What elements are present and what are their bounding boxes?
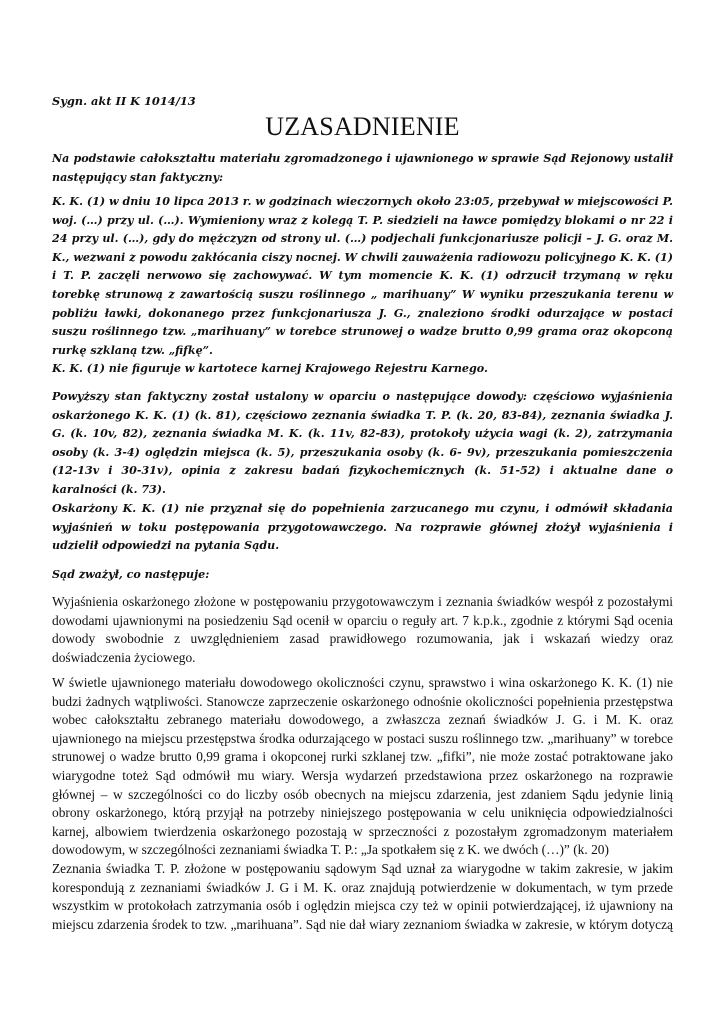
facts-paragraph: K. K. (1) w dniu 10 lipca 2013 r. w godzinach wieczornych około 23:05, przebywał w miejscowości P. woj. (…) przy ul. (…). Wymieniony wraz z kolegą T. P. siedzieli na ławce pomiędzy blokami o nr 22 i 24 przy ul. (…), gdy do mężczyzn od strony ul. (…) podjechali funkcjonariusze policji – J. G. oraz M. K., wezwani z powodu zakłócania ciszy nocnej. W chwili zauważenia radiowozu policyjnego K. K. (1) i T. P. zaczęli nerwowo się zachowywać. W tym momencie K. K. (1) odrzucił trzymaną w ręku torebkę strunową z zawartością suszu roślinnego „ marihuany” W wyniku przeszukania terenu w pobliżu ławki, dokonanego przez funkcjonariusza J. G., znaleziono środki odurzające w postaci suszu roślinnego tzw. „marihuany” w torebce strunowej o wadze brutto 0,99 grama oraz okopconą rurkę szklaną tzw. „fifkę”. bbox=[52, 195, 673, 357]
defendant-paragraph: Oskarżony K. K. (1) nie przyznał się do popełnienia zarzucanego mu czynu, i odmówił składania wyjaśnień w toku postępowania przygotowawczego. Na rozprawie głównej złożył wyjaśnienia i udzielił odpowiedzi na pytania Sądu. bbox=[52, 502, 673, 553]
document-title: UZASADNIENIE bbox=[265, 112, 460, 141]
court-considerations-heading: Sąd zważył, co następuje: bbox=[52, 568, 210, 581]
evidence-paragraph: Powyższy stan faktyczny został ustalony w oparciu o następujące dowody: częściowo wyjaśnienia oskarżonego K. K. (1) (k. 81), częściowo zeznania świadka T. P. (k. 20, 83-84), zeznania świadka J. G. (k. 10v, 82), zeznania świadka M. K. (k. 11v, 82-83), protokoły użycia wagi (k. 2), zatrzymania osoby (k. 3-4) oględzin miejsca (k. 5), przeszukania osoby (k. 6- 9v), przeszukania pomieszczenia (12-13v i 30-31v), opinia z zakresu badań fizykochemicznych (k. 51-52) i aktualne dane o karalności (k. 73). bbox=[52, 390, 673, 496]
assessment-paragraph-1: Wyjaśnienia oskarżonego złożone w postępowaniu przygotowawczym i zeznania świadków wespół z pozostałymi dowodami ujawnionymi na posiedzeniu Sąd ocenił w oparciu o reguły art. 7 k.p.k., zgodnie z którymi Sąd ocenia dowody swobodnie z uwzględnieniem zasad prawidłowego rozumowania, jak i wskazań wiedzy oraz doświadczenia życiowego. bbox=[52, 594, 673, 665]
case-signature: Sygn. akt II K 1014/13 bbox=[52, 94, 196, 108]
intro-paragraph: Na podstawie całokształtu materiału zgromadzonego i ujawnionego w sprawie Sąd Rejonowy ustalił następujący stan faktyczny: bbox=[52, 152, 673, 184]
criminal-record-paragraph: K. K. (1) nie figuruje w kartotece karnej Krajowego Rejestru Karnego. bbox=[52, 362, 488, 375]
assessment-paragraph-3: Zeznania świadka T. P. złożone w postępowaniu sądowym Sąd uznał za wiarygodne w takim zakresie, w jakim korespondują z zeznaniami świadków J. G i M. K. oraz znajdują potwierdzenie w dokumentach, w tym przede wszystkim w protokołach zatrzymania osób i oględzin miejsca czy też w opinii potwierdzającej, iż ujawniony na miejscu zdarzenia środek to tzw. „marihuana”. Sąd nie dał wiary zeznaniom świadka w zakresie, w którym dotyczą bbox=[52, 861, 673, 932]
assessment-paragraph-2: W świetle ujawnionego materiału dowodowego okoliczności czynu, sprawstwo i wina oskarżonego K. K. (1) nie budzi żadnych wątpliwości. Stanowcze zaprzeczenie oskarżonego odnośnie okoliczności popełnienia przestępstwa wobec całokształtu zebranego materiału dowodowego, a zwłaszcza zeznań świadków J. G. i M. K. oraz ujawnionego na miejscu przestępstwa środka odurzającego w postaci suszu roślinnego tzw. „marihuany” w torebce strunowej o wadze brutto 0,99 grama i okopconej rurki szklanej tzw. „fifki”, nie może zostać potraktowane jako wiarygodne toteż Sąd odmówił mu wiary. Wersja wydarzeń przedstawiona przez oskarżonego na rozprawie głównej – w szczególności co do liczby osób obecnych na miejscu zdarzenia, jest zdaniem Sądu jedynie linią obrony oskarżonego, którą przyjął na potrzeby niniejszego postępowania w celu uniknięcia odpowiedzialności karnej, albowiem twierdzenia oskarżonego pozostają w sprzeczności z pozostałym zgromadzonym materiałem dowodowym, w szczególności zeznaniami świadka T. P.: „Ja spotkałem się z K. we dwóch (…)” (k. 20) bbox=[52, 675, 673, 858]
